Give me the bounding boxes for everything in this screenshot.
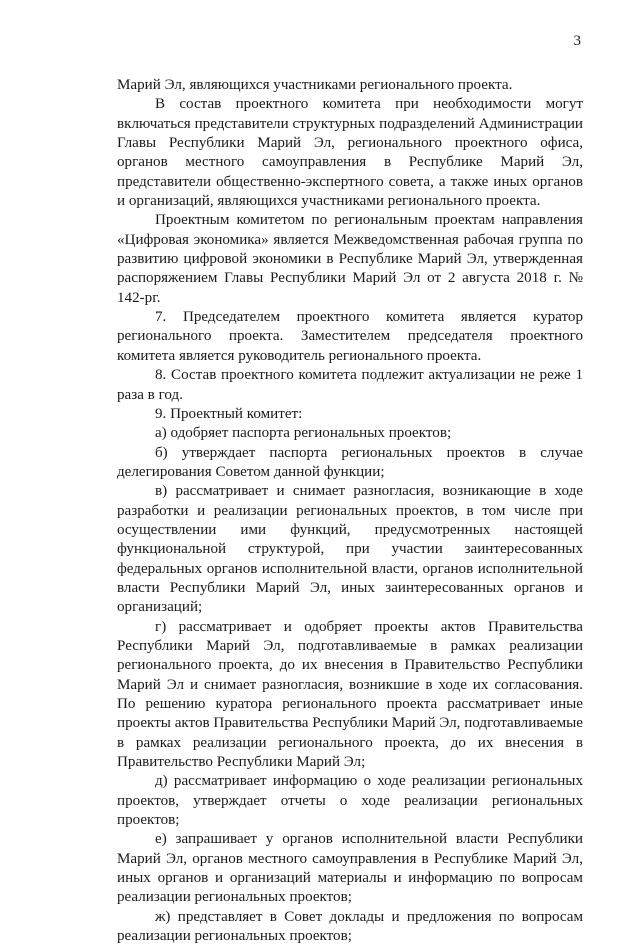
paragraph-item-7: 7. Председателем проектного комитета является куратор регионального проекта. Заместителем председателя проектного комитета является руководитель регионального проекта.: [117, 309, 583, 364]
paragraph-item-9v: в) рассматривает и снимает разногласия, возникающие в ходе разработки и реализации региональных проектов, в том числе при осуществлении ими функций, предусмотренных настоящей функциональной структурой, при участии заинтересованных федеральных органов исполнительной власти, органов исполнительной власти Республики Марий Эл, иных заинтересованных органов и организаций;: [117, 483, 583, 616]
paragraph-item-9d: д) рассматривает информацию о ходе реализации региональных проектов, утверждает отчеты о ходе реализации региональных проектов;: [117, 773, 583, 829]
paragraph-item-9e: е) запрашивает у органов исполнительной власти Республики Марий Эл, органов местного самоуправления в Республике Марий Эл, иных органов и организаций материалы и информацию по вопросам реализации региональных проектов;: [117, 831, 583, 906]
paragraph-item-9zh: ж) представляет в Совет доклады и предложения по вопросам реализации региональных проектов;: [117, 908, 583, 945]
page-number: 3: [573, 33, 581, 49]
paragraph-digital-economy: Проектным комитетом по региональным проектам направления «Цифровая экономика» является Межведомственная рабочая группа по развитию цифровой экономики в Республике Марий Эл, утвержденная распоряжением Главы Республики Марий Эл от 2 августа 2018 г. № 142-рг.: [117, 212, 583, 306]
document-body: [117, 76, 583, 946]
paragraph-item-9g: г) рассматривает и одобряет проекты актов Правительства Республики Марий Эл, подготавливаемые в рамках реализации регионального проекта, до их внесения в Правительство Республики Марий Эл и снимает разногласия, возникшие в ходе их согласования. По решению куратора регионального проекта рассматривает иные проекты актов Правительства Республики Марий Эл, подготавливаемые в рамках реализации регионального проекта, до их внесения в Правительство Республики Марий Эл;: [117, 618, 583, 771]
paragraph-item-8: 8. Состав проектного комитета подлежит актуализации не реже 1 раза в год.: [117, 367, 583, 403]
paragraph-item-9a: а) одобряет паспорта региональных проектов;: [155, 425, 452, 442]
paragraph-continuation: Марий Эл, являющихся участниками регионального проекта.: [117, 77, 513, 93]
paragraph-committee-composition: В состав проектного комитета при необходимости могут включаться представители структурных подразделений Администрации Главы Республики Марий Эл, регионального проектного офиса, органов местного самоуправления в Республике Марий Эл, представители общественно-экспертного совета, а также иных органов и организаций, являющихся участниками регионального проекта.: [117, 96, 583, 210]
paragraph-item-9: 9. Проектный комитет:: [155, 405, 303, 422]
paragraph-item-9b: б) утверждает паспорта региональных проектов в случае делегирования Советом данной функции;: [117, 444, 583, 480]
